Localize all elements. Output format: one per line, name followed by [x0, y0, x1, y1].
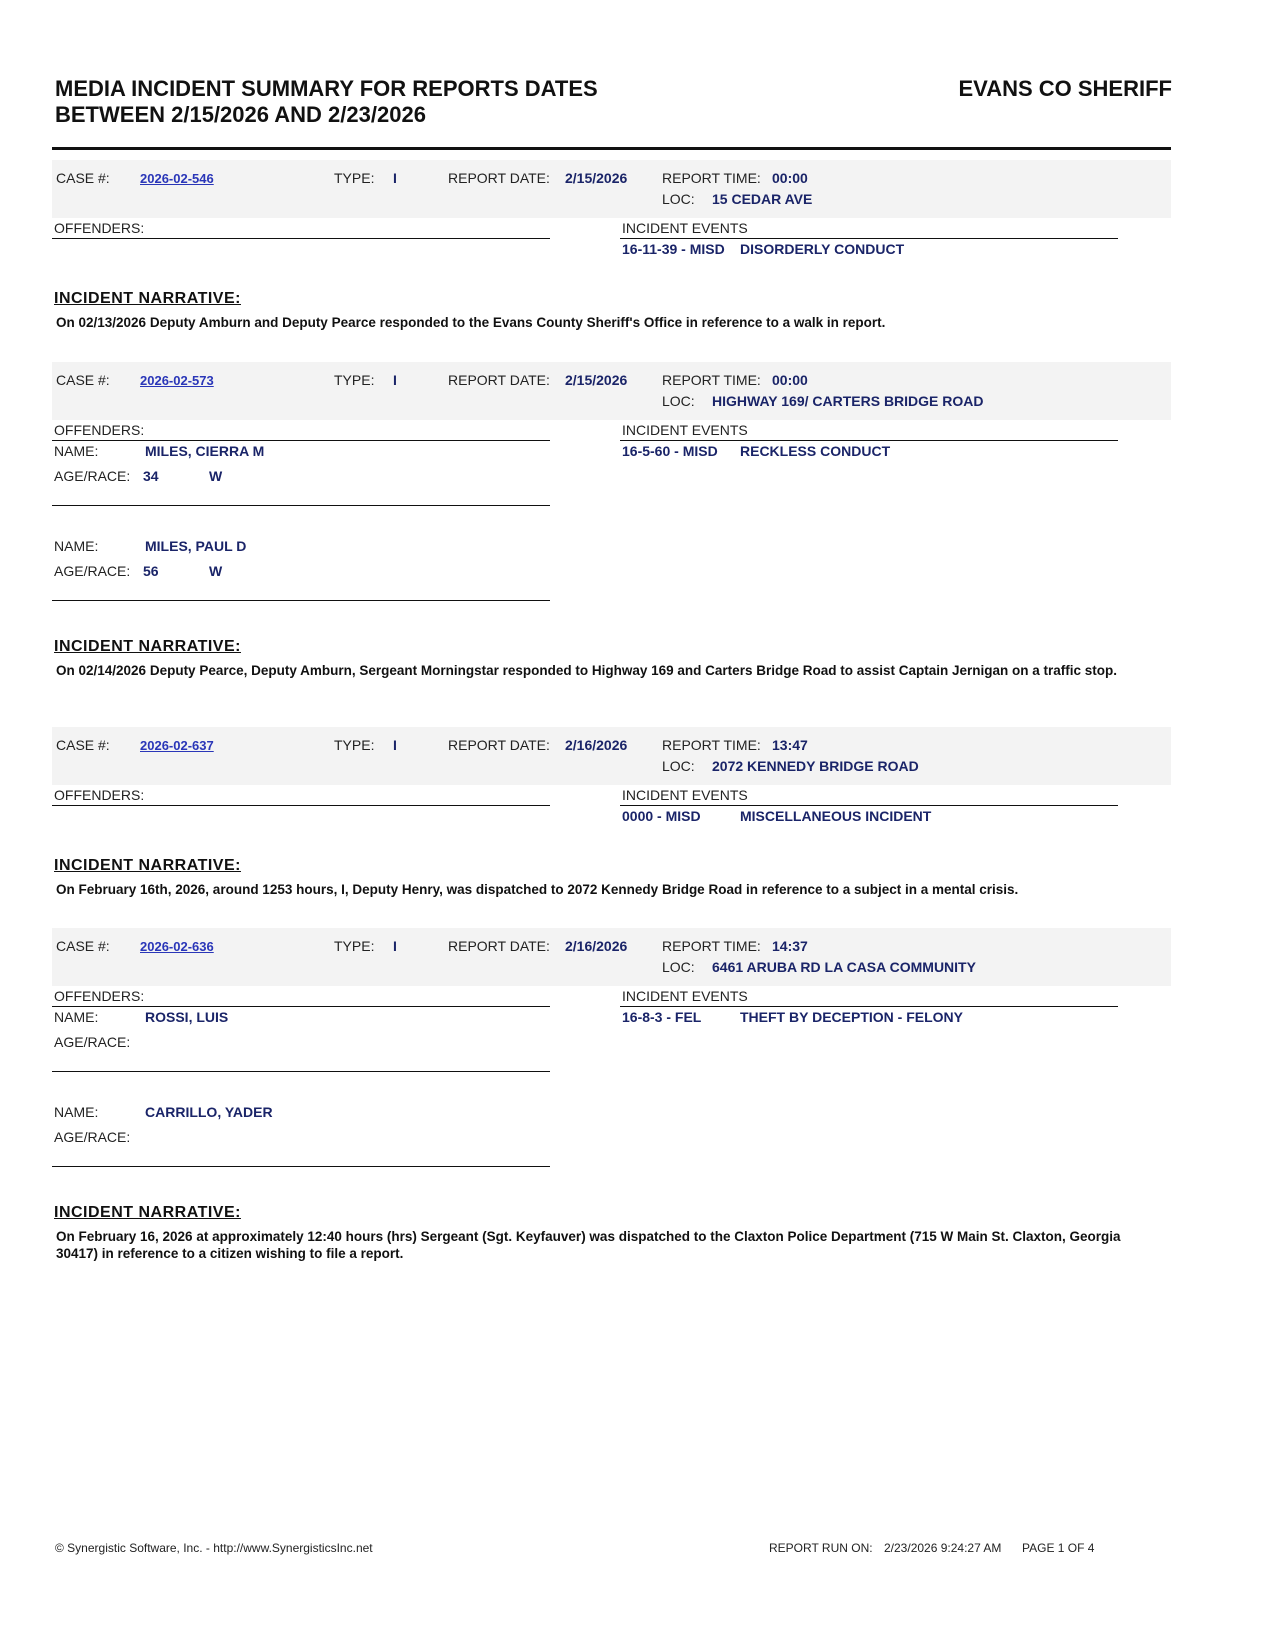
type-value: I: [393, 170, 397, 186]
location-value: 6461 ARUBA RD LA CASA COMMUNITY: [712, 959, 976, 975]
incident-events-rule: [620, 238, 1118, 239]
report-title: [55, 76, 598, 128]
report-time-value: 14:37: [772, 938, 808, 954]
offender-rule: [52, 1166, 550, 1167]
incident-events-rule: [620, 440, 1118, 441]
offender-race: W: [209, 468, 223, 484]
type-value: I: [393, 372, 397, 388]
offender-rule: [52, 1071, 550, 1072]
incident-events-rule: [620, 805, 1118, 806]
location-label: LOC:: [662, 393, 695, 409]
type-label: TYPE:: [334, 938, 375, 954]
offender-age-race-label: AGE/RACE:: [54, 563, 131, 579]
case-header-band: [52, 362, 1171, 420]
case-number-link[interactable]: 2026-02-636: [140, 939, 214, 954]
offenders-rule: [52, 805, 550, 806]
type-label: TYPE:: [334, 372, 375, 388]
offender-rule: [52, 505, 550, 506]
case-number-label: CASE #:: [56, 737, 110, 753]
event-code: 16-11-39 - MISD: [622, 241, 725, 257]
event-code: 0000 - MISD: [622, 808, 701, 824]
type-value: I: [393, 938, 397, 954]
event-description: THEFT BY DECEPTION - FELONY: [740, 1009, 963, 1025]
location-value: 2072 KENNEDY BRIDGE ROAD: [712, 758, 919, 774]
offender-age-race-label: AGE/RACE:: [54, 1129, 131, 1145]
report-date-value: 2/15/2026: [565, 170, 628, 186]
offender-race: W: [209, 563, 223, 579]
case-number-link[interactable]: 2026-02-573: [140, 373, 214, 388]
narrative-heading: INCIDENT NARRATIVE:: [54, 638, 241, 655]
type-value: I: [393, 737, 397, 753]
offender-age-race-label: AGE/RACE:: [54, 468, 131, 484]
location-value: 15 CEDAR AVE: [712, 191, 813, 207]
report-title-line1: MEDIA INCIDENT SUMMARY FOR REPORTS DATES: [55, 76, 598, 101]
offender-name-label: NAME:: [54, 538, 99, 554]
offender-name: MILES, CIERRA M: [145, 443, 265, 459]
report-date-value: 2/16/2026: [565, 938, 628, 954]
offenders-label: OFFENDERS:: [54, 220, 145, 236]
incident-events-label: INCIDENT EVENTS: [622, 988, 748, 1004]
offender-age: 56: [143, 563, 159, 579]
report-time-value: 13:47: [772, 737, 808, 753]
narrative-text: On 02/14/2026 Deputy Pearce, Deputy Amburn, Sergeant Morningstar responded to Highway 169 and Carters Bridge Road to assist Captain Jernigan on a traffic stop.: [56, 663, 1118, 678]
narrative-heading: INCIDENT NARRATIVE:: [54, 1204, 241, 1221]
offenders-rule: [52, 440, 550, 441]
narrative-heading: INCIDENT NARRATIVE:: [54, 857, 241, 874]
offenders-label: OFFENDERS:: [54, 422, 145, 438]
event-code: 16-5-60 - MISD: [622, 443, 718, 459]
location-value: HIGHWAY 169/ CARTERS BRIDGE ROAD: [712, 393, 984, 409]
narrative-heading: INCIDENT NARRATIVE:: [54, 290, 241, 307]
page-indicator: PAGE 1 OF 4: [1022, 1541, 1095, 1555]
case-header-band: [52, 727, 1171, 785]
incident-events-rule: [620, 1006, 1118, 1007]
report-date-value: 2/16/2026: [565, 737, 628, 753]
event-description: MISCELLANEOUS INCIDENT: [740, 808, 932, 824]
report-date-label: REPORT DATE:: [448, 737, 550, 753]
report-time-label: REPORT TIME:: [662, 938, 761, 954]
offenders-label: OFFENDERS:: [54, 787, 145, 803]
offenders-rule: [52, 1006, 550, 1007]
copyright-text: © Synergistic Software, Inc. - http://www.SynergisticsInc.net: [55, 1541, 373, 1555]
offender-rule: [52, 600, 550, 601]
offender-name: ROSSI, LUIS: [145, 1009, 229, 1025]
agency-name: EVANS CO SHERIFF: [958, 76, 1172, 101]
case-number-label: CASE #:: [56, 170, 110, 186]
report-time-label: REPORT TIME:: [662, 737, 761, 753]
offender-age: 34: [143, 468, 159, 484]
offender-name-label: NAME:: [54, 443, 99, 459]
case-number-link[interactable]: 2026-02-637: [140, 738, 214, 753]
incident-events-label: INCIDENT EVENTS: [622, 422, 748, 438]
report-run-value: 2/23/2026 9:24:27 AM: [884, 1541, 1002, 1555]
report-date-value: 2/15/2026: [565, 372, 628, 388]
narrative-text: On 02/13/2026 Deputy Amburn and Deputy Pearce responded to the Evans County Sheriff's Office in reference to a walk in report.: [56, 315, 886, 330]
report-time-label: REPORT TIME:: [662, 372, 761, 388]
incident-events-label: INCIDENT EVENTS: [622, 220, 748, 236]
location-label: LOC:: [662, 959, 695, 975]
report-date-label: REPORT DATE:: [448, 170, 550, 186]
report-time-label: REPORT TIME:: [662, 170, 761, 186]
offender-name-label: NAME:: [54, 1104, 99, 1120]
case-number-label: CASE #:: [56, 372, 110, 388]
incident-events-label: INCIDENT EVENTS: [622, 787, 748, 803]
offender-name: MILES, PAUL D: [145, 538, 247, 554]
case-number-link[interactable]: 2026-02-546: [140, 171, 214, 186]
header-divider: [52, 147, 1171, 150]
narrative-text: On February 16th, 2026, around 1253 hours, I, Deputy Henry, was dispatched to 2072 Kennedy Bridge Road in reference to a subject in a mental crisis.: [56, 882, 1019, 897]
case-number-label: CASE #:: [56, 938, 110, 954]
report-time-value: 00:00: [772, 170, 808, 186]
report-run-label: REPORT RUN ON:: [769, 1541, 873, 1555]
report-date-label: REPORT DATE:: [448, 372, 550, 388]
narrative-text: On February 16, 2026 at approximately 12:40 hours (hrs) Sergeant (Sgt. Keyfauver) was dispatched to the Claxton Police Department (715 W Main St. Claxton, Georgia 30417) in reference to a citizen wishing to file a report.: [56, 1229, 1121, 1261]
report-time-value: 00:00: [772, 372, 808, 388]
type-label: TYPE:: [334, 170, 375, 186]
report-title-line2: BETWEEN 2/15/2026 AND 2/23/2026: [55, 102, 426, 127]
type-label: TYPE:: [334, 737, 375, 753]
report-date-label: REPORT DATE:: [448, 938, 550, 954]
event-description: DISORDERLY CONDUCT: [740, 241, 905, 257]
offenders-label: OFFENDERS:: [54, 988, 145, 1004]
location-label: LOC:: [662, 191, 695, 207]
event-code: 16-8-3 - FEL: [622, 1009, 702, 1025]
event-description: RECKLESS CONDUCT: [740, 443, 891, 459]
offender-age-race-label: AGE/RACE:: [54, 1034, 131, 1050]
location-label: LOC:: [662, 758, 695, 774]
case-header-band: [52, 928, 1171, 986]
offender-name: CARRILLO, YADER: [145, 1104, 273, 1120]
offenders-rule: [52, 238, 550, 239]
offender-name-label: NAME:: [54, 1009, 99, 1025]
case-header-band: [52, 160, 1171, 218]
